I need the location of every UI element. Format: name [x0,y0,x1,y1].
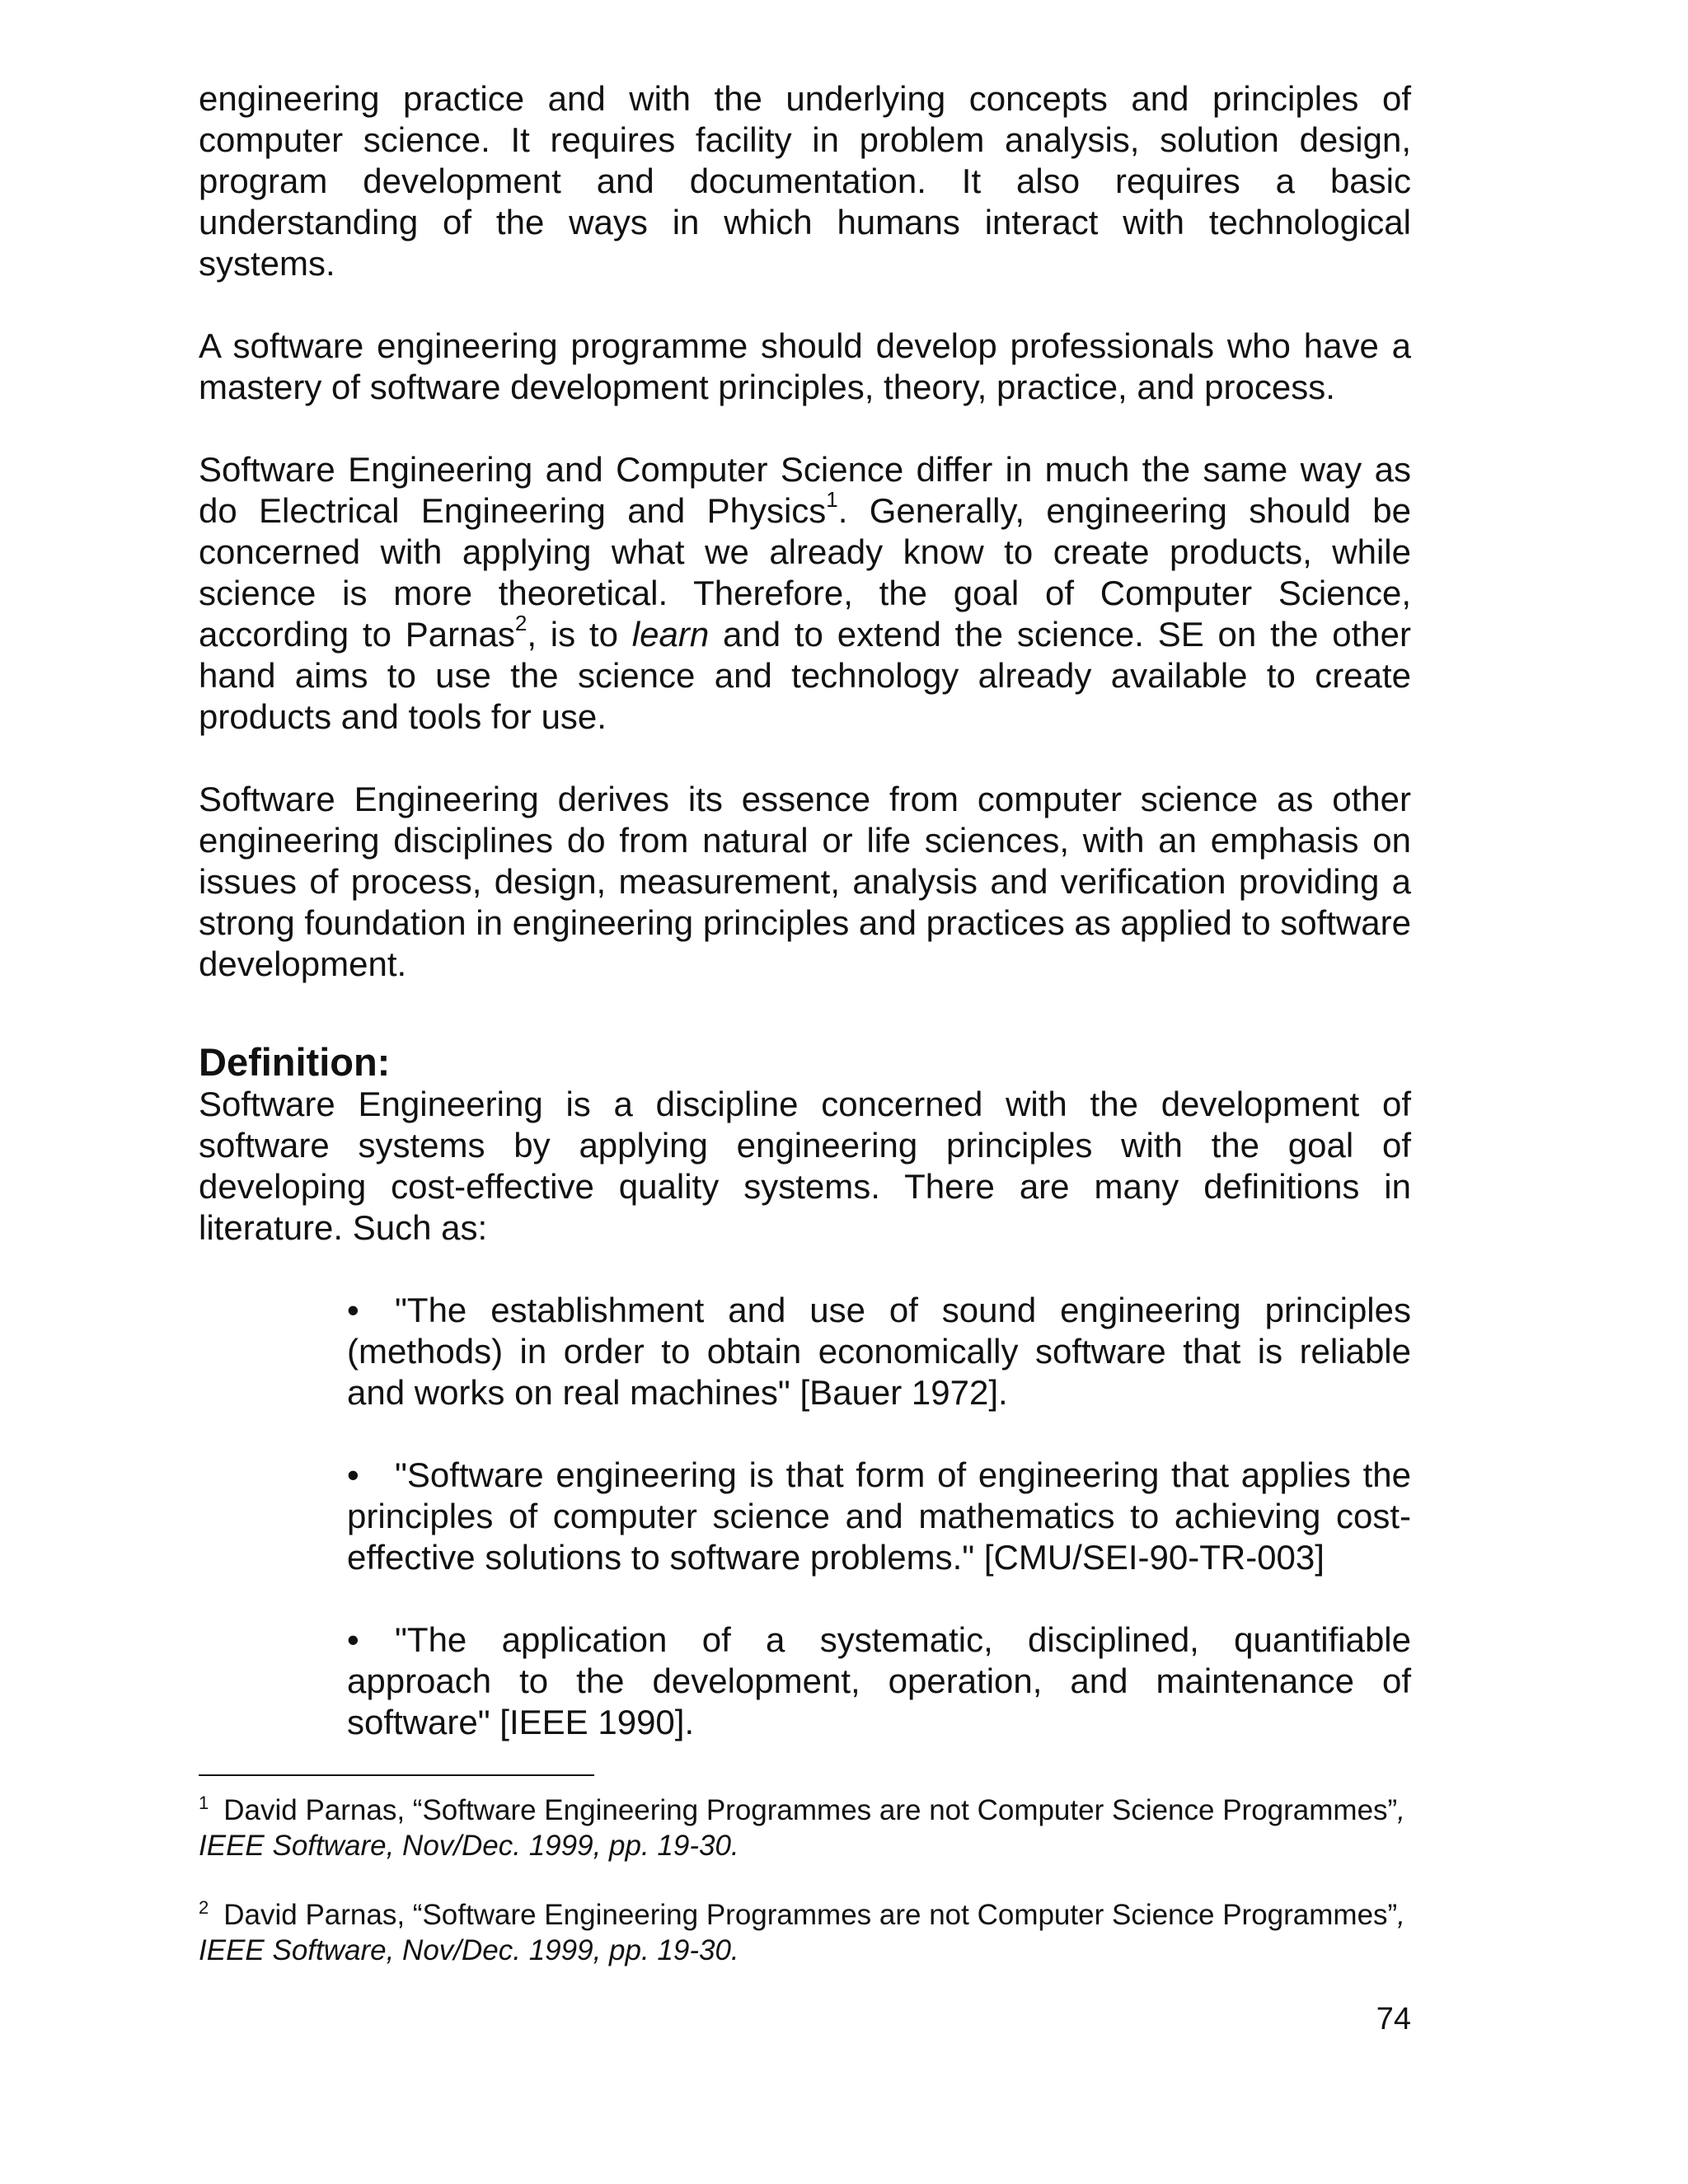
paragraph-intro: engineering practice and with the underlying concepts and principles of computer science. It requires facility in problem analysis, solution design, program development and documentation. It also requires a basic understanding of the ways in which humans interact with technological systems. [199,79,1411,283]
definition-heading: Definition: [199,1040,391,1084]
definition-quote-item [347,1290,1411,1413]
paragraph-se-vs-cs-part3: , is to [527,615,632,654]
definition-quote-item [347,1619,1411,1743]
footnote-text: David Parnas, “Software Engineering Programmes are not Computer Science Programmes” [223,1899,1398,1931]
footnote-ref-2: 2 [514,611,528,635]
paragraph-essence: Software Engineering derives its essence from computer science as other engineering disciplines do from natural or life sciences, with an emphasis on issues of process, design, measurement, analysis and verification providing a strong foundation in engineering principles and practices as applied to software development. [199,780,1411,983]
footnote-text: David Parnas, “Software Engineering Programmes are not Computer Science Programmes” [223,1794,1398,1826]
paragraph-se-vs-cs-part4: and to extend the science. SE on the other hand aims to use the science and technology already available to create products and tools for use. [199,615,1411,736]
footnote-mark: 1 [199,1793,209,1814]
definition-quote-text: "The application of a systematic, disciplined, quantifiable approach to the development, operation, and maintenance of software" [IEEE 1990]. [347,1620,1411,1741]
page-number: 74 [1376,2002,1411,2036]
definition-quote-item [347,1455,1411,1578]
definition-text: Software Engineering is a discipline concerned with the development of software systems by applying engineering principles with the goal of developing cost-effective quality systems. There are many definitions in literature. Such as: [199,1085,1411,1247]
footnote-ref-1: 1 [826,487,838,512]
footnote-2 [199,1897,1411,1968]
paragraph-se-vs-cs-part1: Software Engineering and Computer Science differ in much the same way as do Electrical Engineering and Physics [199,450,1411,530]
footnote-citation: , IEEE Software, Nov/Dec. 1999, pp. 19-30. [199,1899,1405,1966]
bullet-icon: • [347,1291,359,1329]
footnote-mark: 2 [199,1897,209,1919]
bullet-icon: • [347,1455,359,1494]
paragraph-programme: A software engineering programme should develop professionals who have a mastery of software development principles, theory, practice, and process. [199,326,1411,406]
footnote-citation: , IEEE Software, Nov/Dec. 1999, pp. 19-30. [199,1794,1405,1862]
footnote-1 [199,1793,1411,1863]
definition-quote-text: "Software engineering is that form of engineering that applies the principles of computer science and mathematics to achieving cost-effective solutions to software problems." [CMU/SEI-90-TR-003] [347,1455,1411,1577]
footnote-separator [199,1774,594,1776]
paragraph-se-vs-cs [199,449,1411,738]
footnotes [199,1793,1411,2002]
definition-quote-text: "The establishment and use of sound engineering principles (methods) in order to obtain economically software that is reliable and works on real machines" [Bauer 1972]. [347,1291,1411,1412]
paragraph-se-vs-cs-part2: . Generally, engineering should be concerned with applying what we already know to create products, while science is more theoretical. Therefore, the goal of Computer Science, according to Parnas [199,491,1411,654]
page-body [199,78,1411,1784]
definition-quote-list [199,1290,1411,1743]
bullet-icon: • [347,1620,359,1659]
emphasis-learn: learn [631,615,710,654]
